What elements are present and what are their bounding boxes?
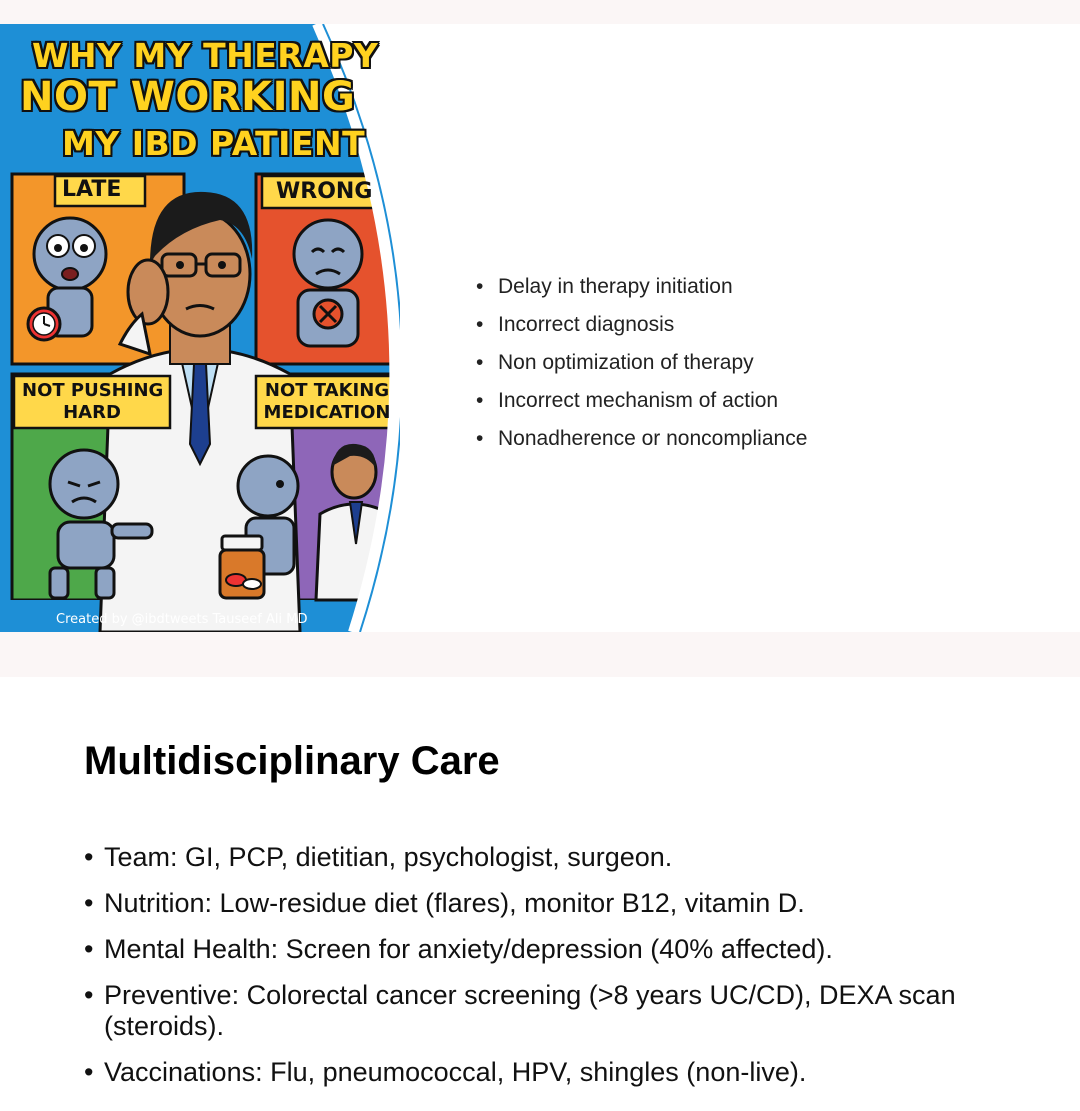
- list-item: • Incorrect mechanism of action: [476, 382, 807, 420]
- slide-title: Multidisciplinary Care: [84, 739, 500, 783]
- comic-illustration: [0, 24, 400, 632]
- panel-label-not-taking-line-1: NOT TAKING: [264, 380, 390, 401]
- list-item: • Delay in therapy initiation: [476, 268, 807, 306]
- panel-label-not-pushing-line-2: HARD: [63, 402, 121, 423]
- therapy-failure-reasons-list: [476, 268, 807, 458]
- panel-label-not-pushing-line-1: NOT PUSHING: [22, 380, 164, 401]
- panel-label-late: LATE: [62, 177, 122, 202]
- slide-therapy-not-working: [0, 24, 1080, 632]
- list-item: • Mental Health: Screen for anxiety/depression (40% affected).: [84, 934, 1004, 965]
- list-item: • Incorrect diagnosis: [476, 306, 807, 344]
- list-item: • Team: GI, PCP, dietitian, psychologist, surgeon.: [84, 842, 1004, 873]
- care-bullet-list: [84, 842, 1004, 1103]
- list-item: • Nonadherence or noncompliance: [476, 420, 807, 458]
- panel-label-not-taking: [260, 380, 394, 424]
- slide-multidisciplinary-care: [0, 677, 1080, 1111]
- list-item: • Preventive: Colorectal cancer screening (>8 years UC/CD), DEXA scan (steroids).: [84, 980, 1004, 1042]
- panel-label-wrong: WRONG: [276, 179, 373, 204]
- comic-title-line-3: MY IBD PATIENT: [62, 124, 366, 163]
- panel-label-not-taking-line-2: MEDICATION: [263, 402, 391, 423]
- panel-label-not-pushing: [22, 380, 162, 424]
- list-item: • Nutrition: Low-residue diet (flares), monitor B12, vitamin D.: [84, 888, 1004, 919]
- comic-credit: Created by @ibdtweets Tauseef Ali MD: [56, 612, 308, 627]
- comic-title-line-2: NOT WORKING: [20, 74, 356, 120]
- list-item: • Vaccinations: Flu, pneumococcal, HPV, shingles (non-live).: [84, 1057, 1004, 1088]
- comic-title-line-1: WHY MY THERAPY: [32, 36, 379, 75]
- list-item: • Non optimization of therapy: [476, 344, 807, 382]
